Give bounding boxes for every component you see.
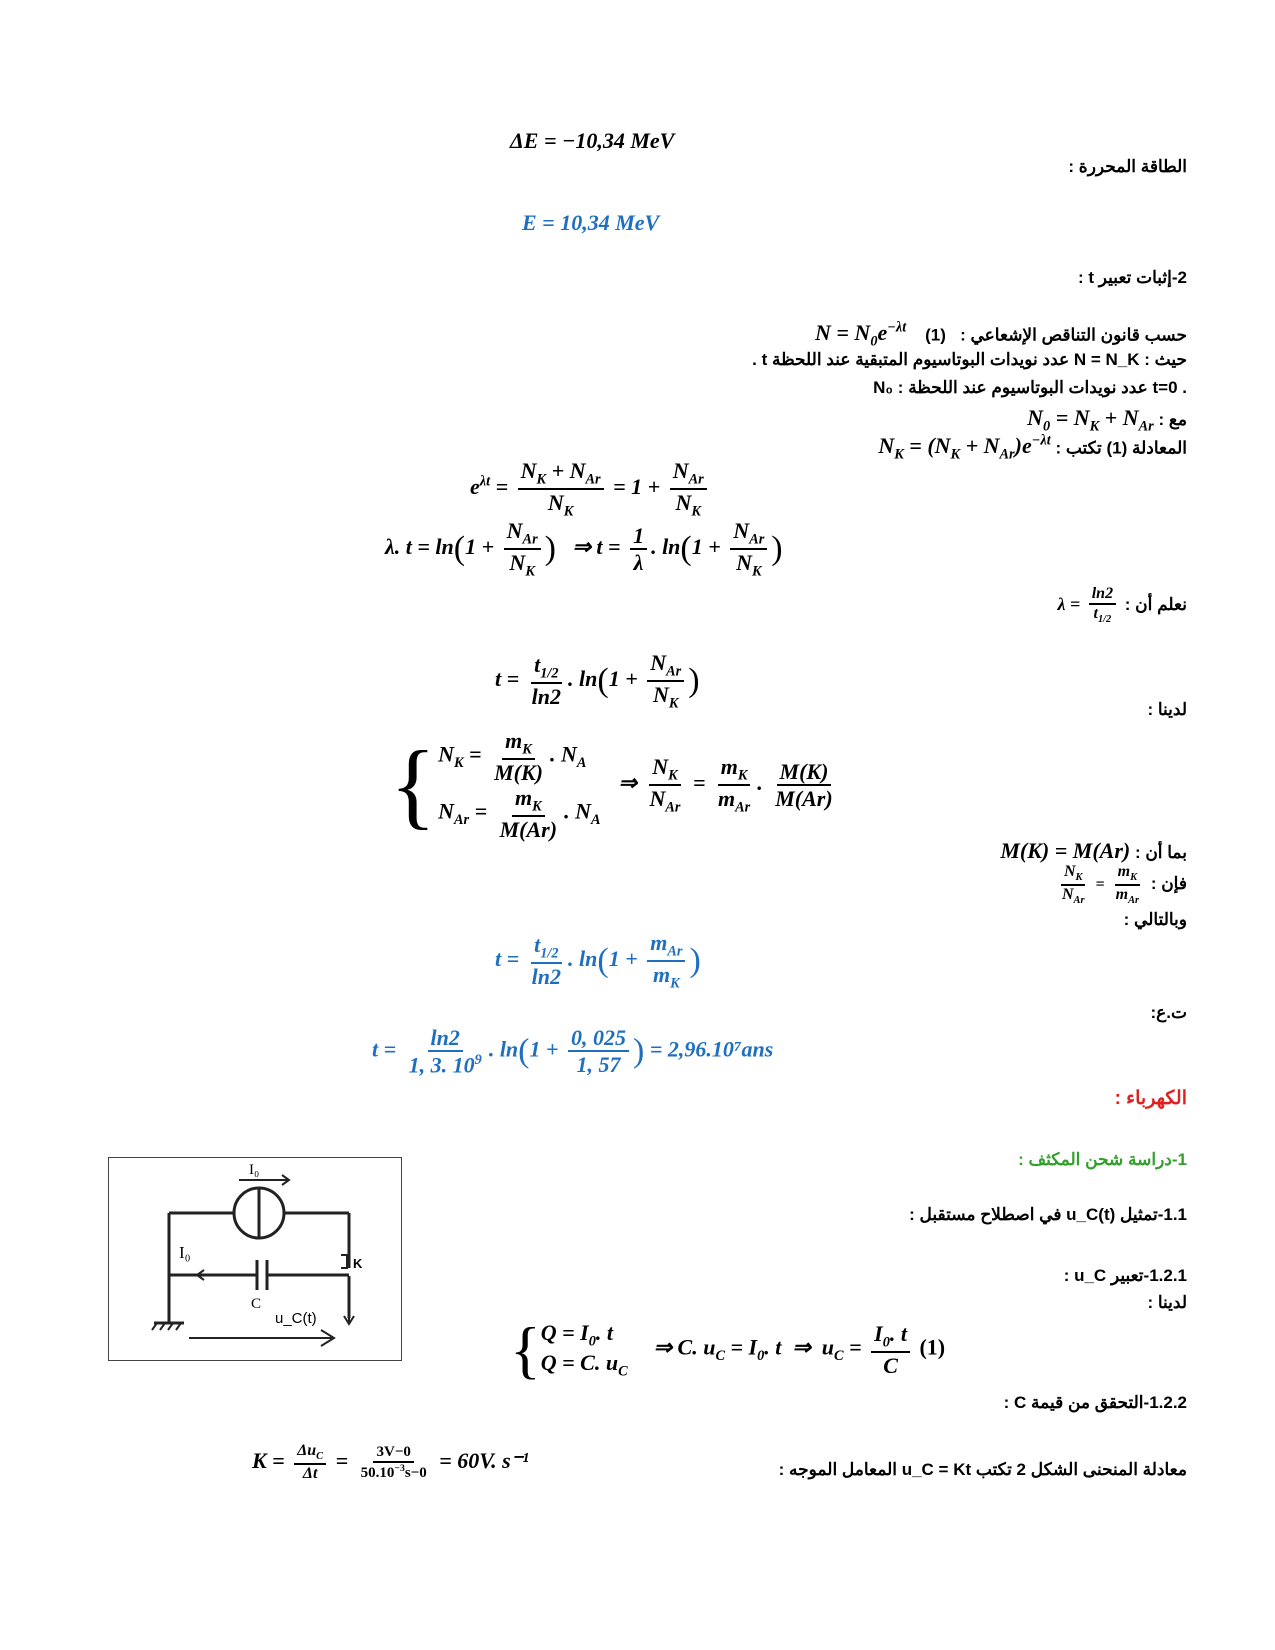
n0-sum-formula: $N_0 = N_K + N_{Ar}$: [1027, 405, 1154, 435]
then-label: فإن :: [1150, 873, 1187, 893]
slope-value: = 60V. s⁻¹: [439, 1447, 529, 1473]
t-expression: t = $\frac{t_{1/2}}{\ln 2}$ . ln(1 + $\frac{N_{Ar}}{N_K}$ ): [495, 650, 700, 712]
lambda-formula: λ = $\frac{\ln 2}{t_{1/2}}$: [1057, 594, 1120, 614]
n0-line: N₀ : عدد نويدات البوتاسيوم عند اللحظة t=0 .: [873, 378, 1187, 397]
eq1-rewrite-label: المعادلة (1) تكتب :: [1055, 438, 1187, 458]
delta-e-equation: ΔE = −10,34 MeV: [510, 128, 675, 153]
eq1-rewrite-line: [878, 433, 1187, 464]
with-line: [1027, 405, 1187, 435]
therefore-label: وبالتالي :: [1123, 910, 1187, 929]
decay-law-formula: $N = N_0e^{-\lambda t}$: [815, 320, 907, 350]
molar-mass-equality: M(K) = M(Ar): [1000, 838, 1131, 863]
charge-system: { $Q = I_0$. t Q = C. $u_C$ ⇒ C. $u_C = I_0$. t ⇒ $u_C$ = $\frac{I_0. t}{C}$ (1): [510, 1314, 946, 1385]
energy-label: الطاقة المحررة :: [1068, 157, 1187, 176]
decay-law-label: [815, 320, 1187, 351]
charging-study-title: 1-دراسة شحن المكثف :: [1018, 1150, 1187, 1169]
with-label: مع :: [1158, 410, 1187, 429]
t-result-value: = 2,96.10⁷ans: [649, 1036, 774, 1062]
we-know-line: [1057, 585, 1187, 627]
since-label: بما أن :: [1134, 843, 1187, 862]
section-2-title: 2-إثبات تعبير t :: [1078, 268, 1187, 287]
eq1-rewrite-formula: $N_K = (N_K + N_{Ar})e^{-\lambda t}$: [878, 433, 1051, 463]
we-know-label: نعلم أن :: [1124, 594, 1187, 614]
since-line: [1000, 838, 1187, 864]
equation-tag: (1): [919, 1335, 946, 1361]
circuit-i0-left-label: I₀: [179, 1243, 191, 1262]
exp-equation: $e^{\lambda t}$ = $\frac{N_K + N_{Ar}}{N_K}$ = 1 + $\frac{N_{Ar}}{N_K}$: [470, 458, 711, 520]
circuit-i0-top-label: I₀: [249, 1162, 260, 1178]
electricity-title: الكهرباء :: [1114, 1088, 1187, 1109]
circuit-figure: [108, 1157, 402, 1361]
circuit-diagram: [109, 1158, 401, 1360]
curve-equation-text: معادلة المنحنى الشكل 2 تكتب u_C = Kt المعامل الموجه :: [778, 1460, 1187, 1479]
numeric-app-label: ت.ع:: [1150, 1003, 1187, 1022]
then-line: [1055, 863, 1187, 907]
we-have-label: لدينا :: [1147, 700, 1187, 719]
uc-representation-title: 1.1-تمثيل u_C(t) في اصطلاح مستقبل :: [909, 1205, 1187, 1224]
circuit-uc-label: u_C(t): [275, 1310, 317, 1327]
lambda-t-equation: λ. t = ln(1 + $\frac{N_{Ar}}{N_K}$ ) ⇒ t = $\frac{1}{\lambda}$ . ln(1 + $\frac{N_{Ar}}{N_K}$ ): [385, 518, 783, 580]
energy-value: E = 10,34 MeV: [522, 210, 660, 235]
electricity-we-have: لدينا :: [1147, 1293, 1187, 1312]
ratio-equality: $\frac{N_K}{N_{Ar}}$ = $\frac{m_K}{m_{Ar}}$: [1061, 863, 1140, 907]
t-final-expression: t = $\frac{t_{1/2}}{\ln 2}$ . ln(1 + $\frac{m_{Ar}}{m_K}$ ): [495, 930, 701, 992]
slope-calculation: K = $\frac{\Delta u_C}{\Delta t}$ = $\frac{3V-0}{50.10^{-3}s-0}$ = 60V. s⁻¹: [252, 1442, 529, 1483]
circuit-k-label: K: [353, 1256, 363, 1271]
where-line: حيث : N = N_K عدد نويدات البوتاسيوم المتبقية عند اللحظة t .: [752, 350, 1187, 369]
t-numeric-result: t = $\frac{\ln 2}{1, 3. 10^9}$ . ln(1 + $\frac{0, 025}{1, 57}$ ) = 2,96.10⁷ans: [372, 1025, 774, 1078]
uc-expression-title: 1.2.1-تعبير u_C :: [1063, 1266, 1187, 1285]
circuit-c-label: C: [251, 1296, 262, 1312]
decay-law-text: حسب قانون التناقص الإشعاعي :: [960, 325, 1187, 345]
decay-law-tag: (1): [925, 325, 946, 345]
system-equations: { $N_K$ = $\frac{m_K}{M(K)}$ . $N_A$ $N_{Ar}$ = $\frac{m_K}{M(Ar)}$ . $N_A$ ⇒ $\frac{N_K}{N_{Ar}}$ = $\frac{m_K}{m_{Ar}}$ . $\frac{M(K)}{M(Ar)}$: [390, 728, 833, 842]
verify-c-title: 1.2.2-التحقق من قيمة C :: [1003, 1393, 1187, 1412]
